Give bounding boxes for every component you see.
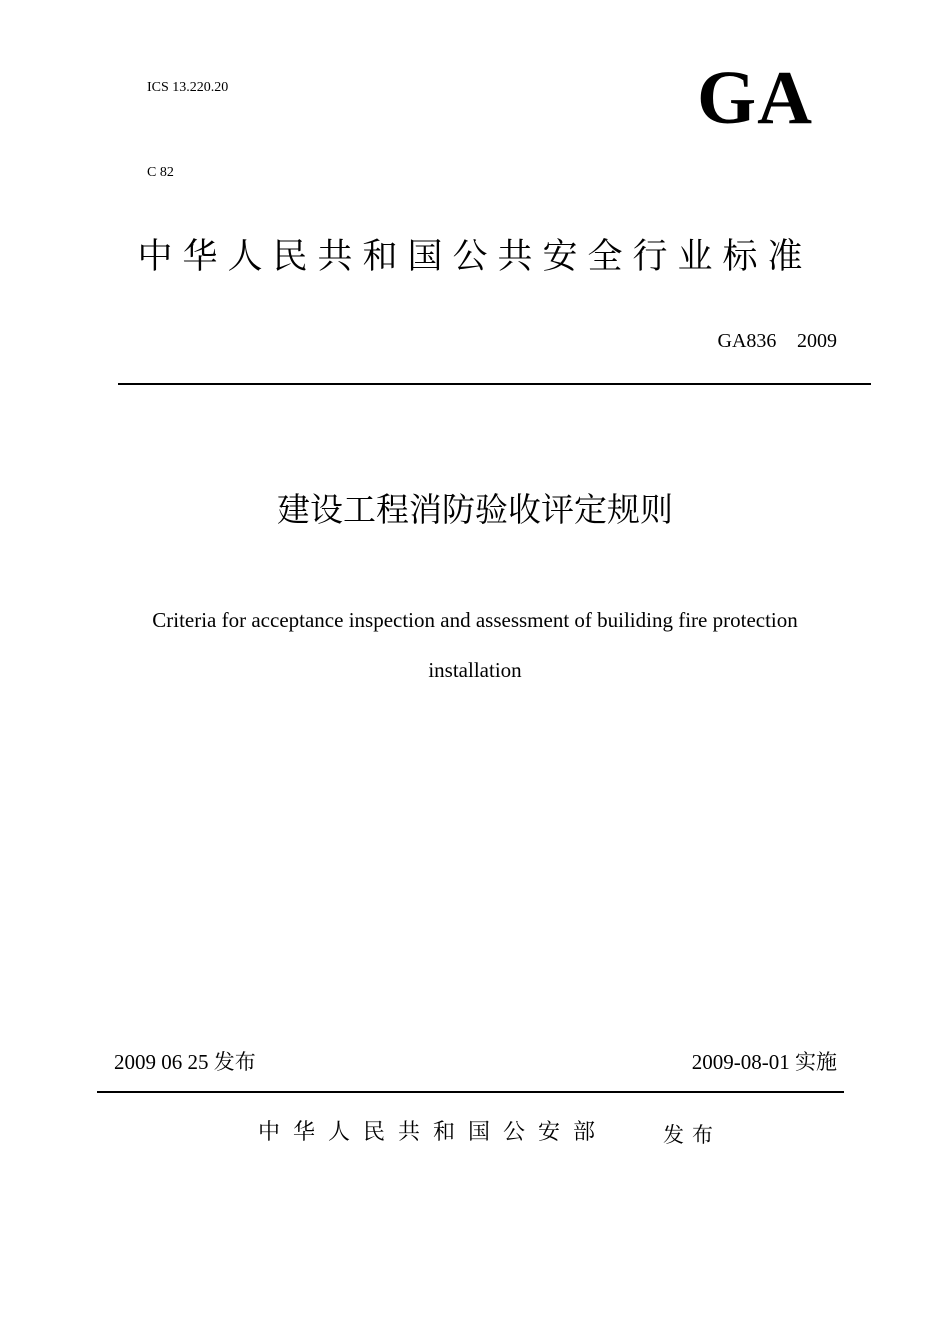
document-title-en-line2: installation (428, 658, 522, 682)
ga-logo: GA (697, 56, 813, 140)
issue-date: 2009 06 25 发布 (114, 1050, 256, 1074)
standard-category-title: 中华人民共和国公共安全行业标准 (137, 237, 813, 277)
issuing-authority: 中华人民共和国公安部 (258, 1120, 609, 1145)
document-title-cn: 建设工程消防验收评定规则 (277, 490, 673, 529)
ics-code: ICS 13.220.20 (147, 80, 229, 95)
bottom-divider (97, 1091, 844, 1093)
issue-action: 发布 (663, 1123, 721, 1147)
implementation-date: 2009-08-01 实施 (691, 1050, 837, 1074)
document-title-en-line1: Criteria for acceptance inspection and assessment of builiding fire protection (152, 608, 798, 632)
top-divider (118, 383, 871, 385)
standard-number: GA836  2009 (717, 330, 837, 352)
ccs-code: C 82 (147, 165, 174, 180)
